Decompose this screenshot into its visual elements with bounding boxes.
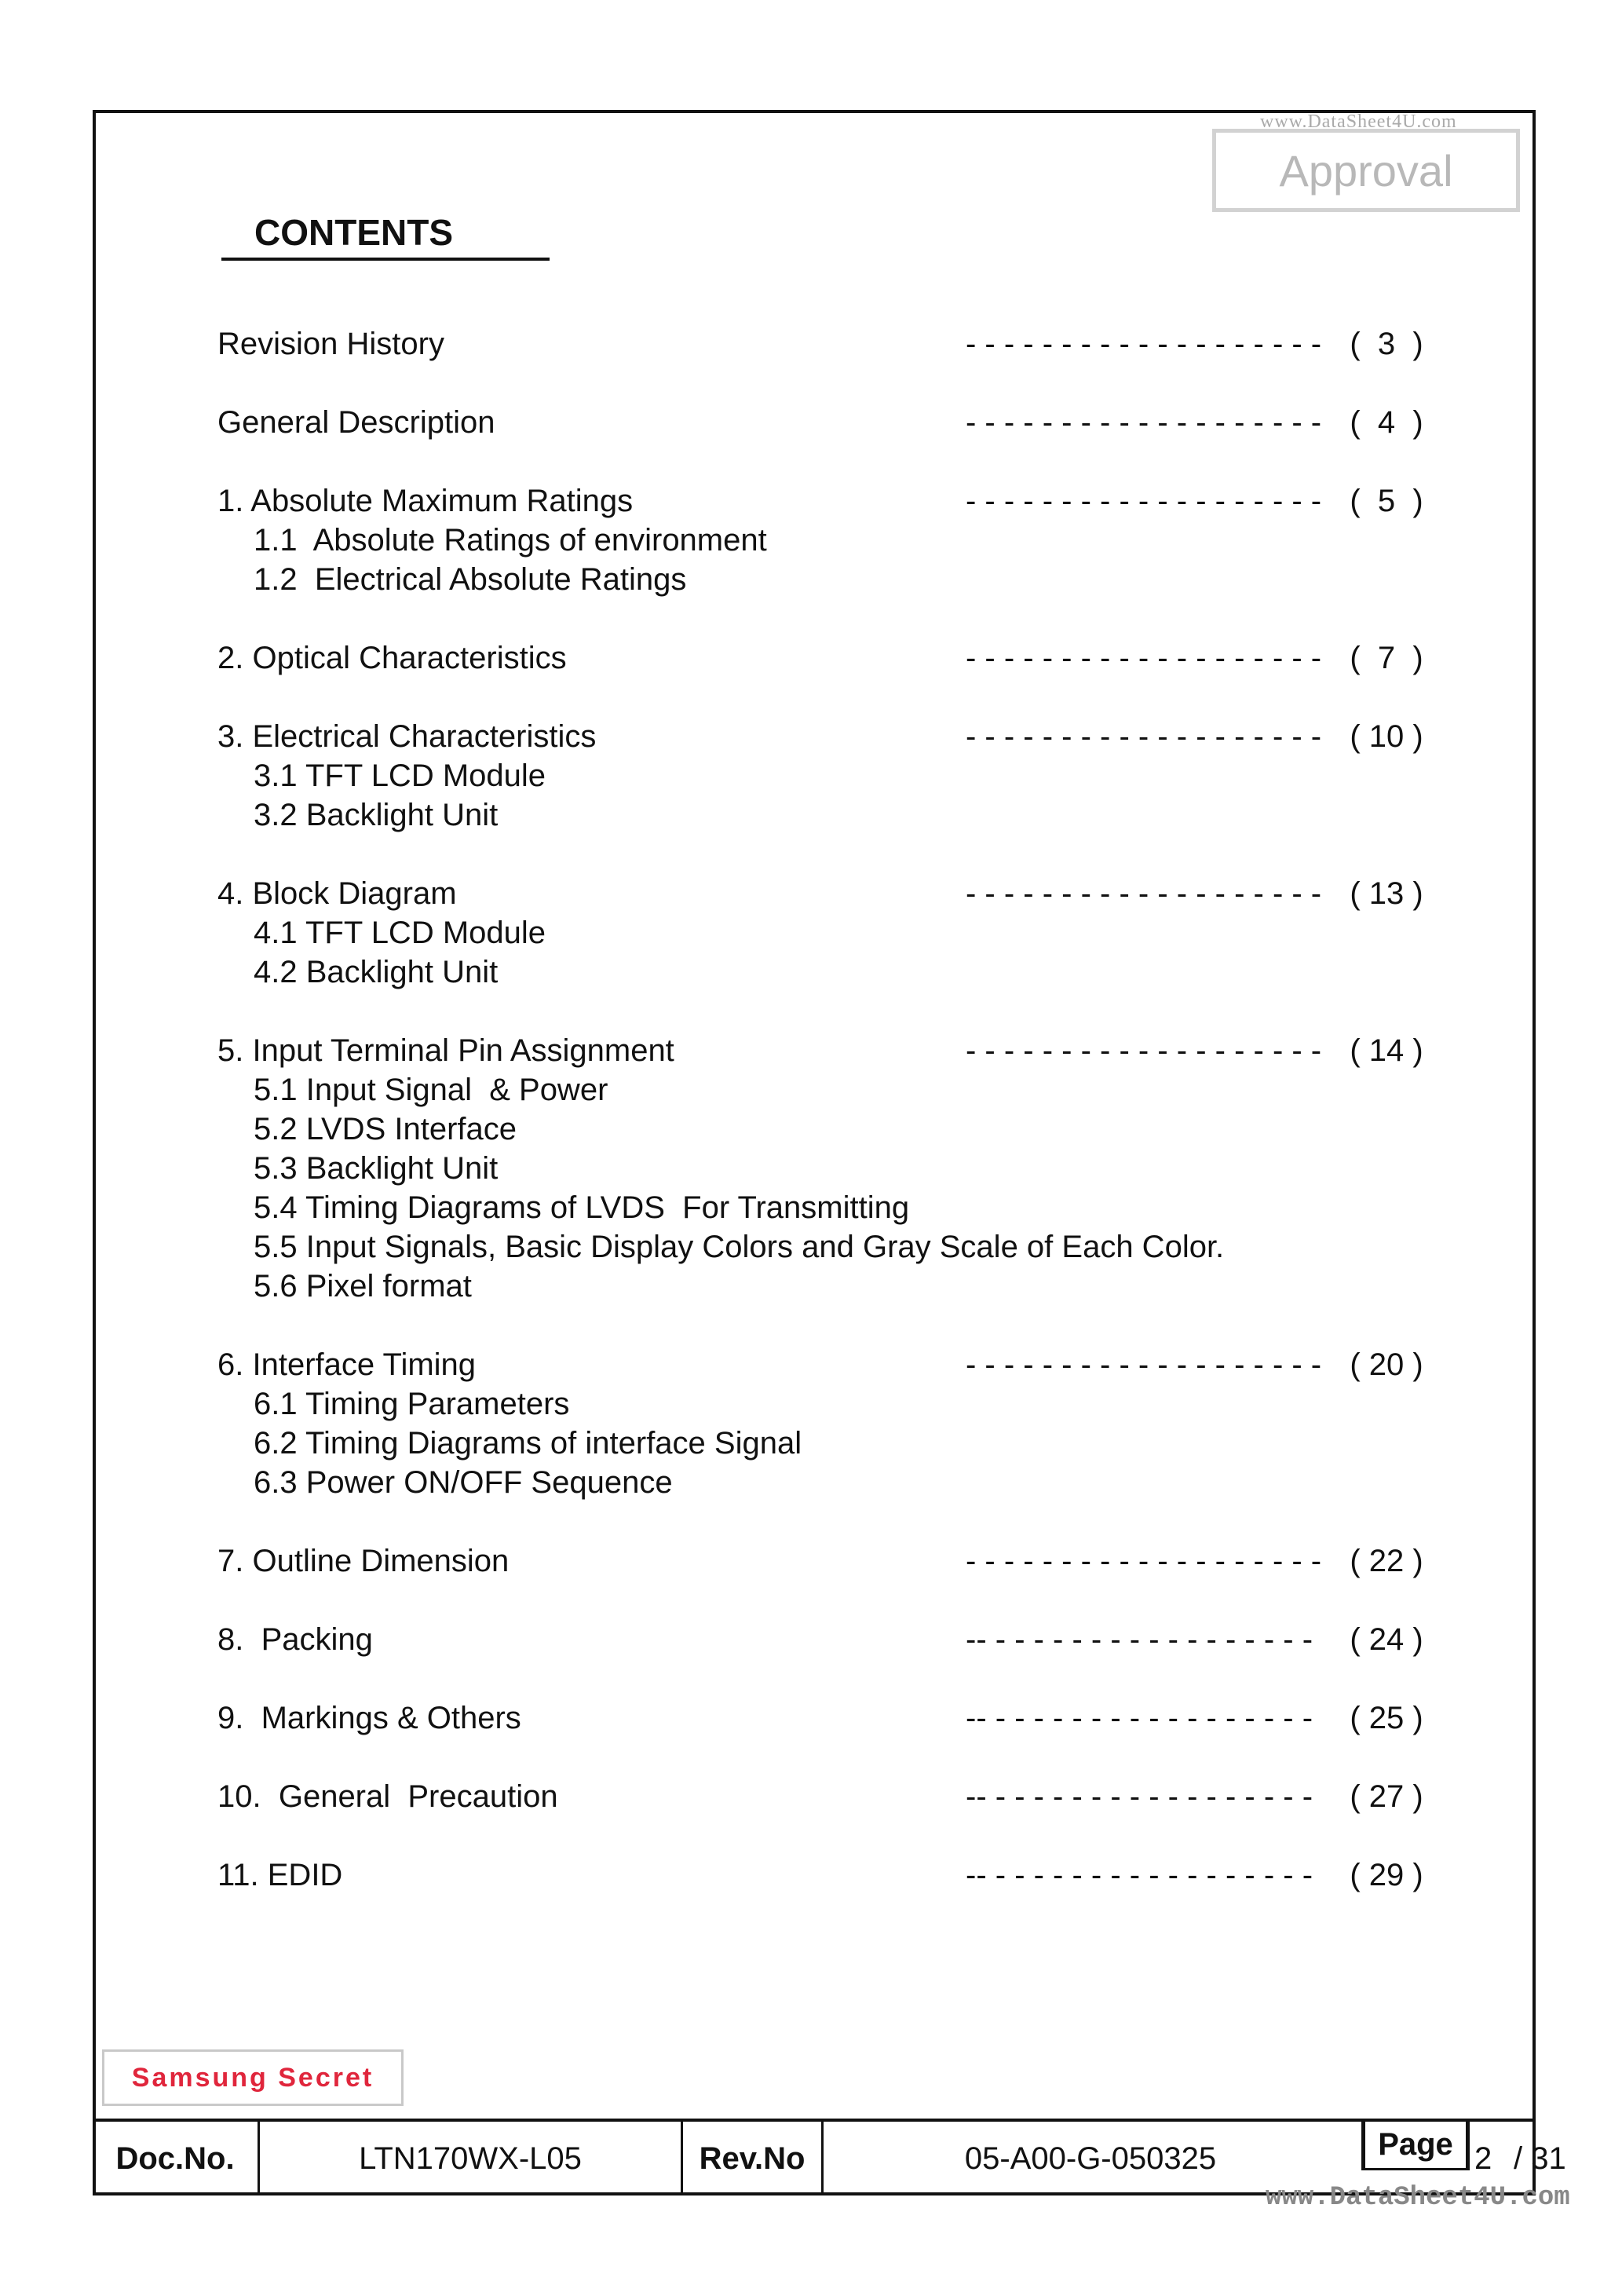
toc-sub-entry[interactable]: 6.3 Power ON/OFF Sequence [254, 1465, 673, 1500]
toc-page-number: ( 25 ) [1350, 1701, 1423, 1735]
toc-entry-packing[interactable]: 8. Packing [217, 1622, 373, 1657]
toc-entry-interface-timing[interactable]: 6. Interface Timing [217, 1347, 477, 1382]
toc-sub-entry[interactable]: 5.4 Timing Diagrams of LVDS For Transmitting [254, 1190, 910, 1225]
toc-entry-input-terminal-pin-assignment[interactable]: 5. Input Terminal Pin Assignment [217, 1033, 674, 1068]
rev-no-label: Rev.No [699, 2141, 806, 2176]
rev-no-value: 05-A00-G-050325 [964, 2141, 1217, 2176]
watermark-bottom: www.DataSheet4U.com [1266, 2183, 1570, 2213]
toc-page-number: ( 3 ) [1350, 327, 1423, 361]
approval-stamp: Approval [1212, 129, 1520, 212]
samsung-secret-label: Samsung Secret [102, 2049, 404, 2106]
toc-leader: - - - - - - - - - - - - - - - - - - - [966, 1033, 1322, 1068]
toc-page-number: ( 10 ) [1350, 719, 1423, 754]
toc-page-number: ( 27 ) [1350, 1779, 1423, 1814]
toc-leader: - - - - - - - - - - - - - - - - - - - [966, 1347, 1322, 1382]
toc-sub-entry[interactable]: 1.1 Absolute Ratings of environment [254, 523, 767, 558]
page-label: Page [1361, 2122, 1470, 2170]
contents-heading: CONTENTS [221, 212, 550, 261]
toc-entry-edid[interactable]: 11. EDID [217, 1858, 343, 1892]
toc-entry-general-precaution[interactable]: 10. General Precaution [217, 1779, 558, 1814]
toc-page-number: ( 14 ) [1350, 1033, 1423, 1068]
toc-sub-entry[interactable]: 4.2 Backlight Unit [254, 955, 499, 989]
toc-sub-entry[interactable]: 5.3 Backlight Unit [254, 1151, 499, 1186]
toc-leader: - - - - - - - - - - - - - - - - - - - [966, 641, 1322, 675]
toc-page-number: ( 29 ) [1350, 1858, 1423, 1892]
toc-page-number: ( 5 ) [1350, 484, 1423, 518]
toc-sub-entry[interactable]: 4.1 TFT LCD Module [254, 916, 546, 950]
toc-leader: - - - - - - - - - - - - - - - - - - - [966, 876, 1322, 911]
toc-leader: - - - - - - - - - - - - - - - - - - - [966, 484, 1322, 518]
toc-leader: -- - - - - - - - - - - - - - - - - - [966, 1701, 1313, 1735]
toc-sub-entry[interactable]: 3.2 Backlight Unit [254, 798, 499, 832]
toc-entry-general-description[interactable]: General Description [217, 405, 495, 440]
toc-page-number: ( 13 ) [1350, 876, 1423, 911]
toc-entry-optical-characteristics[interactable]: 2. Optical Characteristics [217, 641, 567, 675]
toc-leader: -- - - - - - - - - - - - - - - - - - [966, 1858, 1313, 1892]
toc-leader: - - - - - - - - - - - - - - - - - - - [966, 327, 1322, 361]
toc-leader: - - - - - - - - - - - - - - - - - - - [966, 1544, 1322, 1578]
toc-leader: -- - - - - - - - - - - - - - - - - - [966, 1779, 1313, 1814]
toc-entry-revision-history[interactable]: Revision History [217, 327, 444, 361]
toc-entry-outline-dimension[interactable]: 7. Outline Dimension [217, 1544, 510, 1578]
toc-page-number: ( 7 ) [1350, 641, 1423, 675]
page-total: / 31 [1514, 2141, 1566, 2176]
toc-page-number: ( 4 ) [1350, 405, 1423, 440]
toc-sub-entry[interactable]: 5.1 Input Signal & Power [254, 1073, 608, 1107]
toc-leader: - - - - - - - - - - - - - - - - - - - [966, 405, 1322, 440]
toc-leader: - - - - - - - - - - - - - - - - - - - [966, 719, 1322, 754]
page-current: 2 [1474, 2141, 1492, 2176]
toc-entry-block-diagram[interactable]: 4. Block Diagram [217, 876, 457, 911]
toc-sub-entry[interactable]: 3.1 TFT LCD Module [254, 759, 546, 793]
toc-sub-entry[interactable]: 1.2 Electrical Absolute Ratings [254, 562, 687, 597]
toc-page-number: ( 24 ) [1350, 1622, 1423, 1657]
watermark-top: www.DataSheet4U.com [1260, 112, 1457, 132]
toc-entry-markings-others[interactable]: 9. Markings & Others [217, 1701, 521, 1735]
toc-entry-electrical-characteristics[interactable]: 3. Electrical Characteristics [217, 719, 597, 754]
toc-leader: -- - - - - - - - - - - - - - - - - - [966, 1622, 1313, 1657]
toc-page-number: ( 20 ) [1350, 1347, 1423, 1382]
toc-sub-entry[interactable]: 5.5 Input Signals, Basic Display Colors and Gray Scale of Each Color. [254, 1230, 1225, 1264]
doc-no-label: Doc.No. [115, 2141, 235, 2176]
toc-entry-absolute-maximum-ratings[interactable]: 1. Absolute Maximum Ratings [217, 484, 634, 518]
toc-sub-entry[interactable]: 5.6 Pixel format [254, 1269, 472, 1303]
toc-page-number: ( 22 ) [1350, 1544, 1423, 1578]
toc-sub-entry[interactable]: 6.2 Timing Diagrams of interface Signal [254, 1426, 802, 1461]
toc-sub-entry[interactable]: 6.1 Timing Parameters [254, 1387, 570, 1421]
doc-no-value: LTN170WX-L05 [359, 2141, 582, 2176]
toc-sub-entry[interactable]: 5.2 LVDS Interface [254, 1112, 517, 1146]
